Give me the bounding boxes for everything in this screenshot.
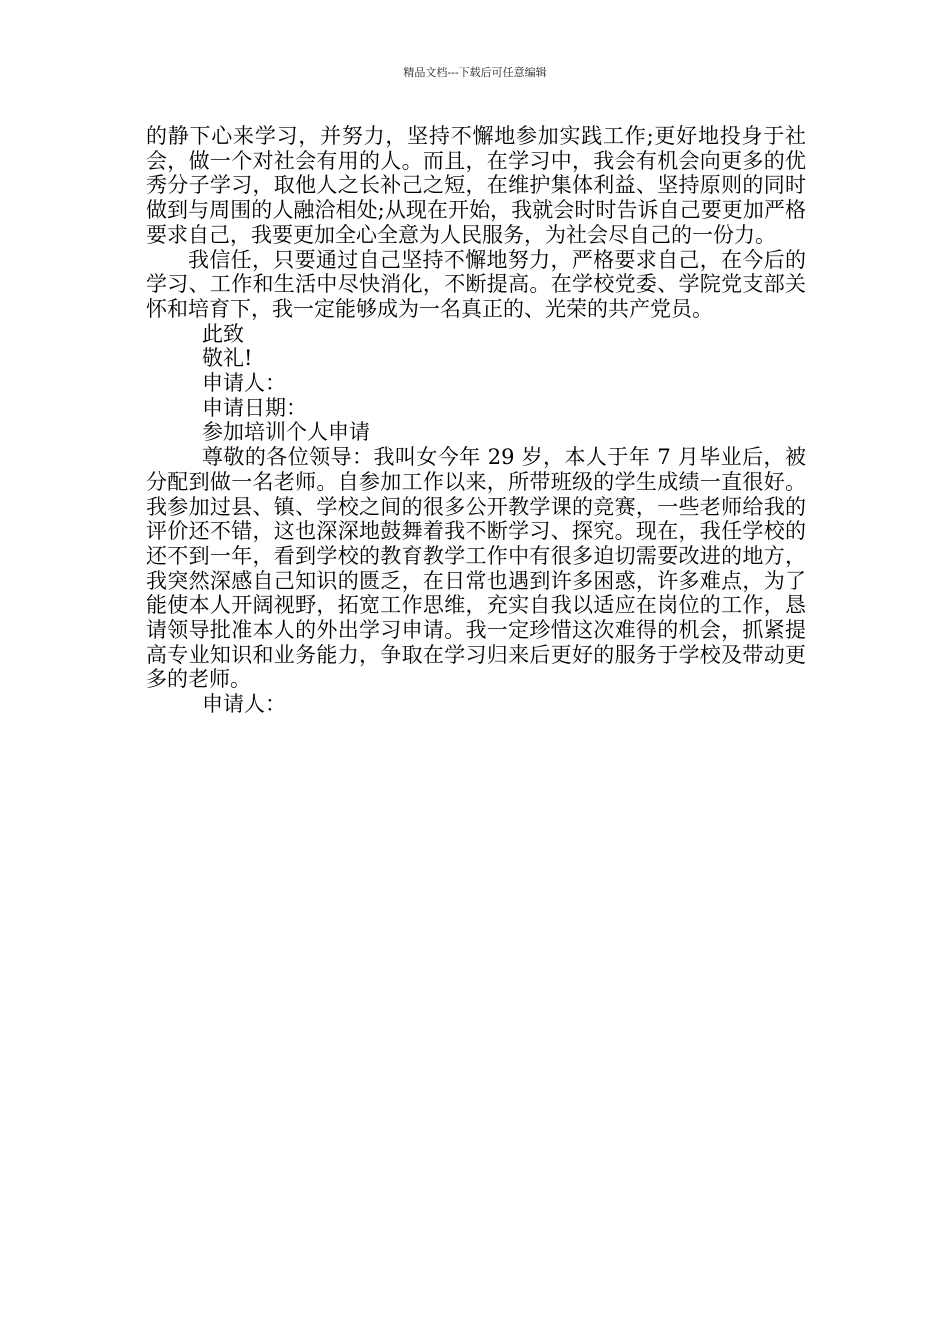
closing-salute: 敬礼! bbox=[202, 346, 253, 371]
paragraph-trust: 我信任，只要通过自己坚持不懈地努力，严格要求自己，在今后的学习、工作和生活中尽快消化，不断提高。在学校党委、学院党支部关怀和培育下，我一定能够成为一名真正的、光荣的共产党员。 bbox=[146, 247, 806, 321]
applicant-label-2: 申请人： bbox=[202, 692, 286, 717]
page-header: 精品文档---下载后可任意编辑 bbox=[403, 66, 547, 79]
applicant-label: 申请人： bbox=[202, 371, 286, 396]
section-title: 参加培训个人申请 bbox=[202, 420, 370, 445]
application-date-label: 申请日期： bbox=[202, 395, 307, 420]
paragraph-training-request: 尊敬的各位领导：我叫女今年 29 岁，本人于年 7 月毕业后，被分配到做一名老师。自参加工作以来，所带班级的学生成绩一直很好。我参加过县、镇、学校之间的很多公开教学课的竞赛，一些老师给我的评价还不错，这也深深地鼓舞着我不断学习、探究。现在，我任学校的还不到一年，看到学校的教育教学工作中有很多迫切需要改进的地方，我突然深感自己知识的匮乏，在日常也遇到许多困惑，许多难点，为了能使本人开阔视野，拓宽工作思维，充实自我以适应在岗位的工作，恳请领导批准本人的外出学习申请。我一定珍惜这次难得的机会，抓紧提高专业知识和业务能力，争取在学习归来后更好的服务于学校及带动更多的老师。 bbox=[146, 445, 806, 692]
document-body bbox=[146, 124, 806, 717]
paragraph-continued: 的静下心来学习，并努力，坚持不懈地参加实践工作;更好地投身于社会，做一个对社会有用的人。而且，在学习中，我会有机会向更多的优秀分子学习，取他人之长补己之短，在维护集体利益、坚持原则的同时做到与周围的人融洽相处;从现在开始，我就会时时告诉自己要更加严格要求自己，我要更加全心全意为人民服务，为社会尽自己的一份力。 bbox=[146, 124, 806, 247]
closing-greeting: 此致 bbox=[202, 321, 244, 346]
